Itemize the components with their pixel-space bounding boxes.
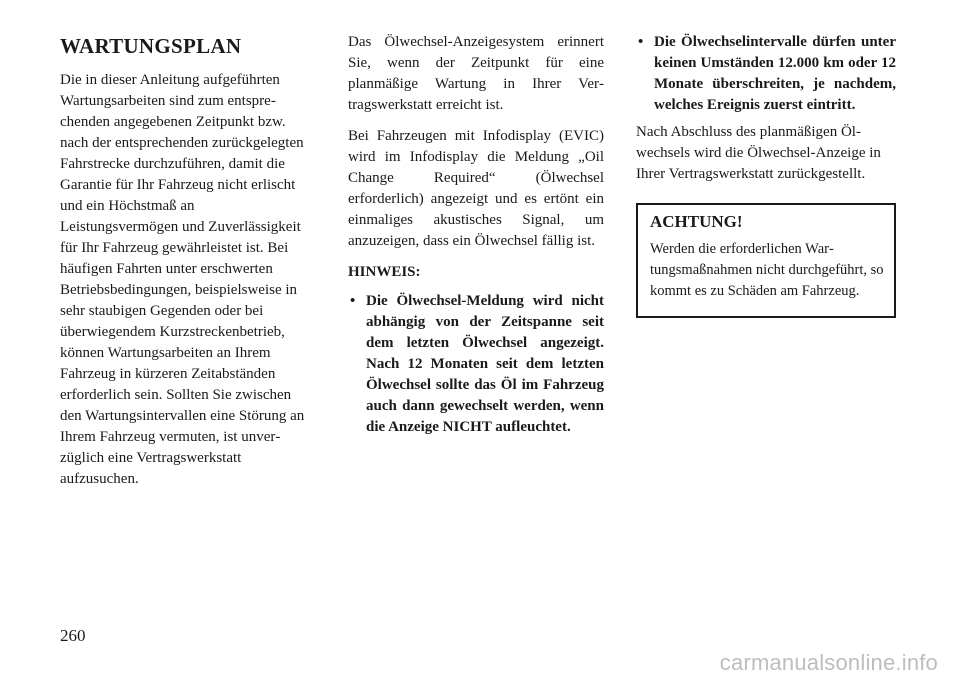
note-list-continued — [636, 32, 896, 116]
oil-indicator-paragraph: Das Ölwechsel-Anzeigesystem erinnert Sie, wenn der Zeitpunkt für eine planmäßige Wartung in Ihrer Vertragswerkstatt erreicht ist. — [348, 34, 604, 113]
page-number: 260 — [60, 626, 86, 645]
reset-paragraph: Nach Abschluss des planmäßigen Ölwechsels wird die Ölwechsel-Anzeige in Ihrer Vertragswerkstatt zurückgestellt. — [636, 124, 881, 182]
left-column — [60, 32, 306, 500]
evic-paragraph: Bei Fahrzeugen mit Infodisplay (EVIC) wird im Infodisplay die Meldung „Oil Change Required“ (Ölwechsel erforderlich) angezeigt und es ertönt ein einmaliges akustisches Signal, um anzuzeigen, dass ein Ölwechsel fällig ist. — [348, 128, 604, 249]
right-column — [636, 32, 896, 318]
note-bullet-oil-message: • Die Ölwechsel-Meldung wird nicht abhängig von der Zeitspanne seit dem letzten Ölwechsel angezeigt. Nach 12 Monaten seit dem letzten Ölwechsel sollte das Öl im Fahrzeug auch dann gewechselt werden, wenn die Anzeige NICHT aufleuchtet. — [348, 291, 604, 438]
watermark: carmanualsonline.info — [719, 650, 938, 675]
warning-title: ACHTUNG! — [650, 212, 743, 231]
page-title: WARTUNGSPLAN — [60, 34, 242, 58]
note-list — [348, 291, 604, 438]
warning-text: Werden die erforderlichen Wartungsmaßnahmen nicht durchgeführt, so kommt es zu Schäden am Fahrzeug. — [650, 241, 884, 299]
note-bullet-oil-interval: • Die Ölwechselintervalle dürfen unter keinen Umständen 12.000 km oder 12 Monate überschreiten, je nachdem, welches Ereignis zuerst eintritt. — [636, 32, 896, 116]
intro-paragraph: Die in dieser Anleitung aufgeführten Wartungsarbeiten sind zum entsprechenden angegebenen Zeitpunkt bzw. nach der entsprechenden zurückgelegten Fahrstrecke durchzuführen, damit die Garantie für Ihr Fahrzeug nicht erlischt und ein Höchstmaß an Leistungsvermögen und Zuverlässigkeit für Ihr Fahrzeug gewährleistet ist. Bei häufigen Fahrten unter erschwerten Betriebsbedingungen, beispielsweise in sehr staubigen Gegenden oder bei überwiegendem Kurzstreckenbetrieb, können Wartungsarbeiten an Ihrem Fahrzeug in kürzeren Zeitabständen erforderlich sein. Sollten Sie zwischen den Wartungsintervallen eine Störung an Ihrem Fahrzeug vermuten, ist unverzüglich eine Vertragswerkstatt aufzusuchen. — [60, 72, 305, 487]
note-label: HINWEIS: — [348, 264, 421, 280]
middle-column — [348, 32, 604, 444]
warning-box — [636, 203, 896, 318]
